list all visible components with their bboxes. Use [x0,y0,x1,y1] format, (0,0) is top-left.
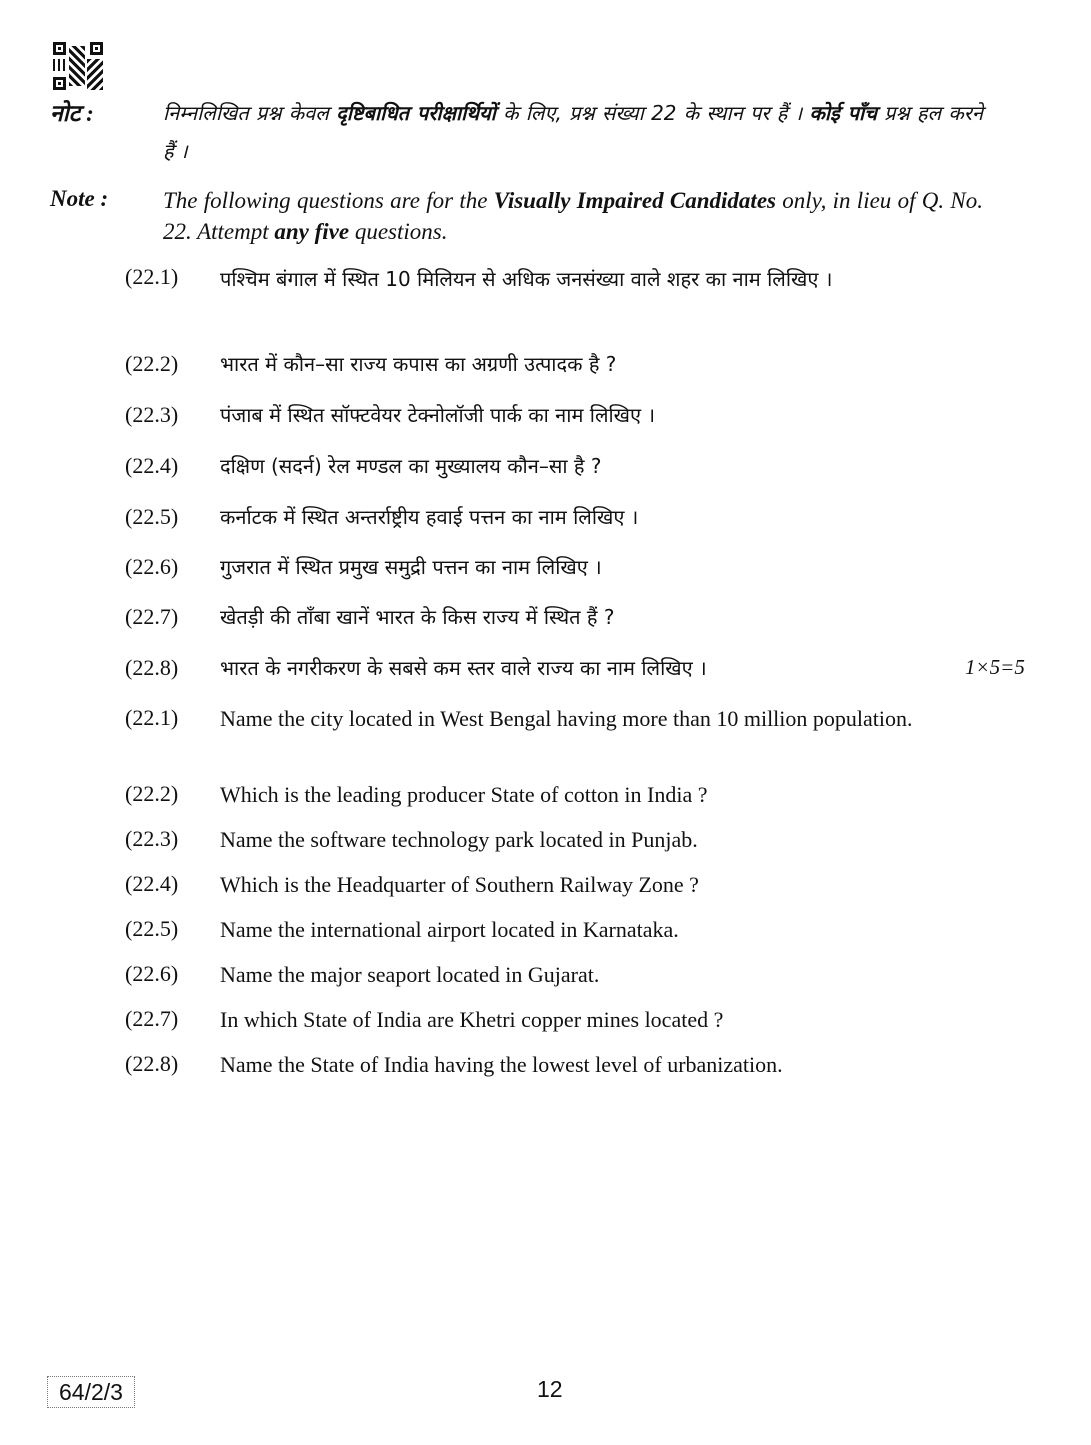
question-text-hindi: कर्नाटक में स्थित अन्तर्राष्ट्रीय हवाई पत्तन का नाम लिखिए । [220,505,639,529]
question-number: (22.3) [125,402,179,427]
question-text-hindi: दक्षिण (सदर्न) रेल मण्डल का मुख्यालय कौन–सा है ? [220,454,602,478]
question-text-english: Name the State of India having the lowest level of urbanization. [220,1052,783,1077]
question-number: (22.4) [125,871,179,896]
qr-code [53,42,103,90]
question-text-english: Name the major seaport located in Gujarat. [220,962,600,987]
question-number: (22.2) [125,781,179,806]
question-number: (22.7) [125,1006,179,1031]
question-number: (22.6) [125,961,179,986]
question-text-hindi: पंजाब में स्थित सॉफ्टवेयर टेक्नोलॉजी पार्क का नाम लिखिए । [220,403,656,427]
paper-code: 64/2/3 [47,1376,135,1408]
question-text-english: Which is the leading producer State of cotton in India ? [220,782,708,807]
question-text-english: Name the city located in West Bengal having more than 10 million population. [220,706,913,731]
hindi-note-label: नोट : [50,101,94,126]
english-note-text: The following questions are for the Visually Impaired Candidates only, in lieu of Q. No. 22. Attempt any five questions. [163,188,983,244]
question-number: (22.1) [125,705,179,730]
question-text-hindi: भारत के नगरीकरण के सबसे कम स्तर वाले राज्य का नाम लिखिए । [220,656,707,680]
question-text-english: Name the software technology park located in Punjab. [220,827,698,852]
question-number: (22.5) [125,504,179,529]
hindi-note-text: निम्नलिखित प्रश्न केवल दृष्टिबाधित परीक्षार्थियों के लिए, प्रश्न संख्या 22 के स्थान पर हैं । कोई पाँच प्रश्न हल करने हैं । [163,101,983,163]
page-number: 12 [537,1376,563,1402]
question-number: (22.6) [125,554,179,579]
question-text-hindi: गुजरात में स्थित प्रमुख समुद्री पत्तन का नाम लिखिए । [220,555,602,579]
question-text-english: In which State of India are Khetri copper mines located ? [220,1007,724,1032]
question-number: (22.7) [125,604,179,629]
question-number: (22.4) [125,453,179,478]
question-text-english: Which is the Headquarter of Southern Railway Zone ? [220,872,699,897]
question-text-hindi: भारत में कौन–सा राज्य कपास का अग्रणी उत्पादक है ? [220,352,617,376]
marks-allocation: 1×5=5 [965,655,1025,679]
question-number: (22.8) [125,1051,179,1076]
question-number: (22.1) [125,264,179,289]
question-text-hindi: पश्चिम बंगाल में स्थित 10 मिलियन से अधिक जनसंख्या वाले शहर का नाम लिखिए । [220,267,833,291]
question-number: (22.2) [125,351,179,376]
question-number: (22.8) [125,655,179,680]
english-note-label: Note : [50,186,109,211]
question-text-english: Name the international airport located in Karnataka. [220,917,679,942]
question-text-hindi: खेतड़ी की ताँबा खानें भारत के किस राज्य में स्थित हैं ? [220,605,615,629]
question-number: (22.3) [125,826,179,851]
question-number: (22.5) [125,916,179,941]
